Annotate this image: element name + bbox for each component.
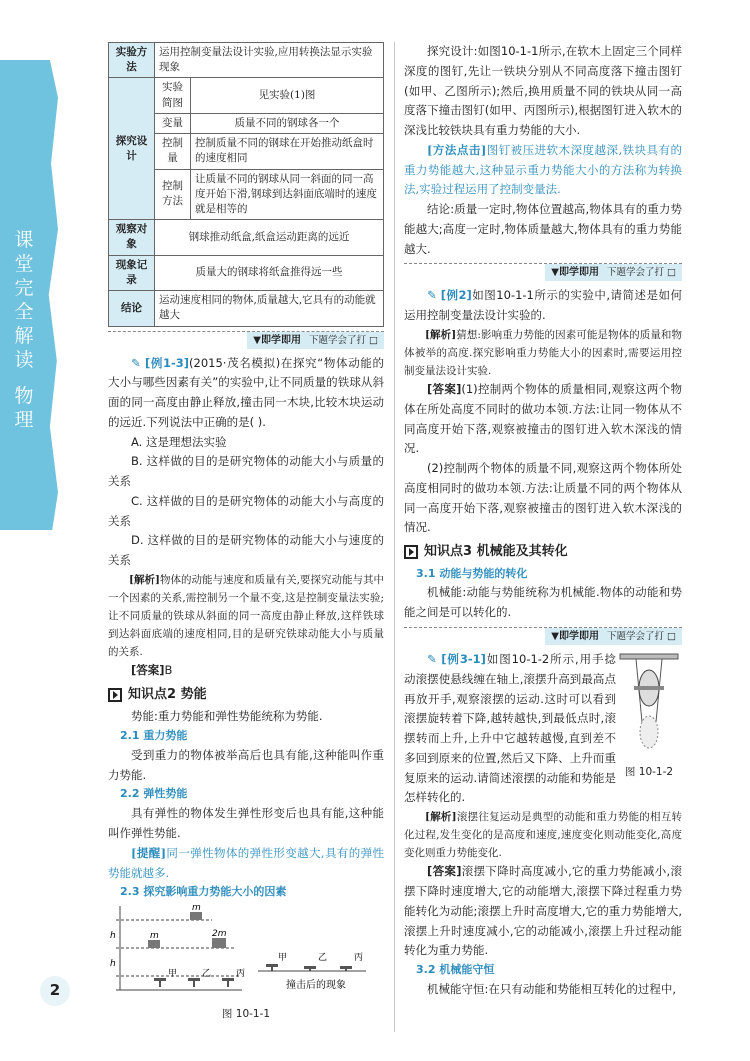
table-row — [109, 255, 384, 290]
table-row — [109, 78, 384, 113]
section-3-2-text: 机械能守恒:在只有动能和势能相互转化的过程中, — [427, 982, 677, 997]
maxwell-wheel-diagram — [616, 652, 682, 756]
option-d: D. 这样做的目的是研究物体的动能大小与速度的关系 — [108, 533, 384, 568]
figure-10-1-1 — [108, 902, 384, 1023]
section-3-1-text: 机械能:动能与势能统称为机械能.物体的动能和势能之间是可以转化的. — [404, 585, 682, 620]
table-label: 实验方法 — [109, 43, 155, 78]
play-icon — [404, 545, 418, 559]
sidebar — [0, 0, 64, 1061]
ex2-answer-1: [答案](1)控制两个物体的质量相同,观察这两个物体在所处高度不同时的做功本领.方法:让同一物体从不同高度开始下落,观察被撞击的图钉进入软木深浅的情况. — [404, 382, 682, 456]
knowledge-point-3-title: 知识点3 机械能及其转化 — [404, 541, 682, 563]
table-cell: 见实验(1)图 — [191, 78, 384, 113]
table-row — [109, 43, 384, 78]
experiment-table — [108, 42, 384, 327]
label-bing: 丙 — [236, 969, 246, 980]
option-b: B. 这样做的目的是研究物体的动能大小与质量的关系 — [108, 454, 384, 489]
label-h-lower: h — [110, 959, 116, 970]
option-c: C. 这样做的目的是研究物体的动能大小与高度的关系 — [108, 493, 384, 528]
example-1-3: ✎ [例1-3](2015·茂名模拟)在探究“物体动能的大小与哪些因素有关”的实验中,让不同质量的铁球从斜面的同一高度由静止释放,撞击同一木块,比较木块运动的远近.下列说法中正确的是( ). — [108, 355, 384, 429]
pencil-icon: ✎ — [427, 652, 437, 667]
example-2: ✎ [例2]如图10-1-1所示的实验中,请简述是如何运用控制变量法设计实验的. — [404, 288, 682, 323]
right-column — [404, 42, 682, 1000]
table-label: 现象记录 — [109, 255, 155, 290]
table-row — [109, 220, 384, 255]
table-cell: 钢球推动纸盒,纸盒运动距离的远近 — [155, 220, 384, 255]
table-cell: 运动速度相同的物体,质量越大,它具有的动能就越大 — [155, 291, 384, 326]
label-h-upper: h — [110, 931, 116, 942]
label-m: m — [150, 931, 159, 942]
table-label: 观察对象 — [109, 220, 155, 255]
label-bing-after: 丙 — [354, 953, 364, 964]
answer: [答案]B — [131, 663, 173, 678]
label-yi: 乙 — [202, 969, 212, 980]
method-tip: [方法点击]图钉被压进软木深度越深,铁块具有的重力势能越大,这种显示重力势能大小的方法称为转换法,实验过程运用了控制变量法. — [404, 142, 682, 197]
figure-10-1-2 — [616, 652, 682, 781]
table-sublabel: 实验简图 — [155, 78, 191, 113]
practice-checkbox-note[interactable]: 下题学会了打 □ — [309, 334, 378, 346]
table-sublabel: 变量 — [155, 113, 191, 133]
label-m-top: m — [192, 903, 201, 914]
figure-caption: 图 10-1-2 — [624, 765, 674, 778]
play-icon — [108, 688, 122, 702]
block-m-mid — [148, 940, 160, 948]
conclusion-text: 结论:质量一定时,物体位置越高,物体具有的重力势能越大;高度一定时,物体质量越大,物体具有的重力势能越大. — [404, 202, 682, 256]
after-impact-label: 撞击后的现象 — [286, 980, 346, 992]
left-column — [108, 42, 384, 1023]
section-2-2-text: 具有弹性的物体发生弹性形变后也具有能,这种能叫作弹性势能. — [108, 806, 384, 841]
practice-bar: ▼即学即用 下题学会了打 □ — [404, 263, 682, 281]
table-sublabel: 控制方法 — [155, 169, 191, 220]
section-2-1-title: 2.1 重力势能 — [120, 729, 188, 743]
practice-checkbox-note[interactable]: 下题学会了打 □ — [607, 631, 676, 643]
section-3-1-title: 3.1 动能与势能的转化 — [416, 566, 528, 580]
section-2-3-title: 2.3 探究影响重力势能大小的因素 — [120, 885, 287, 899]
page-number: 2 — [40, 976, 70, 1006]
sidebar-title: 课 堂 完 全 解 读 物 理 — [14, 229, 34, 431]
ex31-answer: [答案]滚摆下降时高度减小,它的重力势能减小,滚摆下降时速度增大,它的动能增大,滚摆下降过程重力势能转化为动能;滚摆上升时高度增大,它的重力势能增大,滚摆上升时速度减小,它的动能减小,滚摆上升过程动能转化为重力势能. — [404, 864, 682, 958]
label-yi-after: 乙 — [318, 953, 328, 964]
analysis: [解析]物体的动能与速度和质量有关,要探究动能与其中一个因素的关系,需控制另一个量不变,这是控制变量法实验;让不同质量的铁球从斜面的同一高度由静止释放,这样铁球到达斜面底端的速度相同,目的是研究铁球动能大小与质量的关系. — [108, 573, 384, 659]
practice-checkbox-note[interactable]: 下题学会了打 □ — [607, 267, 676, 279]
option-a: A. 这是理想法实验 — [131, 434, 227, 449]
ex2-analysis: [解析]猜想:影响重力势能的因素可能是物体的质量和物体被举的高度.探究影响重力势能大小的因素时,需要运用控制变量法设计实验. — [404, 328, 682, 378]
table-cell: 让质量不同的钢球从同一斜面的同一高度开始下滑,钢球到达斜面底端时的速度就是相等的 — [191, 169, 384, 220]
ex31-analysis: [解析]滚摆往复运动是典型的动能和重力势能的相互转化过程,发生变化的是高度和速度,速度变化则动能变化,高度变化则重力势能变化. — [404, 811, 683, 860]
section-3-2-title: 3.2 机械能守恒 — [416, 963, 495, 977]
table-label: 探究设计 — [109, 78, 155, 220]
label-jia-after: 甲 — [278, 953, 288, 964]
label-2m: 2m — [212, 929, 227, 940]
design-text: 探究设计:如图10-1-1所示,在软木上固定三个同样深度的图钉,先让一铁块分别从不同高度落下撞击图钉(如甲、乙图所示);然后,换用质量不同的铁块从同一高度落下撞击图钉(如甲、丙图所示),根据图钉进入软木的深浅比较铁块具有重力势能的大小. — [404, 44, 682, 138]
practice-bar: ▼即学即用 下题学会了打 □ — [108, 331, 384, 349]
ex2-answer-2: (2)控制两个物体的质量不同,观察这两个物体所处高度相同时的做功本领.方法:让质量不同的两个物体从同一高度开始下落,观察被撞击的图钉进入软木深浅的情况. — [404, 461, 682, 535]
table-sublabel: 控制量 — [155, 134, 191, 169]
pencil-icon: ✎ — [131, 355, 141, 370]
label-jia: 甲 — [168, 969, 178, 980]
pencil-icon: ✎ — [427, 288, 437, 303]
table-cell: 控制质量不同的钢球在开始推动纸盒时的速度相同 — [191, 134, 384, 169]
section-2-2-title: 2.2 弹性势能 — [120, 787, 188, 801]
knowledge-point-2-title: 知识点2 势能 — [108, 684, 384, 706]
tip: [提醒]同一弹性物体的弹性形变越大,具有的弹性势能就越多. — [108, 845, 385, 880]
block-2m — [212, 938, 226, 948]
kp2-intro: 势能:重力势能和弹性势能统称为势能. — [131, 709, 323, 724]
section-2-1-text: 受到重力的物体被举高后也具有能,这种能叫作重力势能. — [108, 747, 384, 782]
block-m-high — [190, 912, 202, 920]
experiment-diagram — [108, 902, 384, 998]
table-label: 结论 — [109, 291, 155, 326]
table-cell: 质量不同的钢球各一个 — [191, 113, 384, 133]
column-divider — [394, 42, 395, 1032]
practice-bar: ▼即学即用 下题学会了打 □ — [404, 627, 682, 645]
table-row — [109, 291, 384, 326]
table-cell: 运用控制变量法设计实验,应用转换法显示实验现象 — [155, 43, 384, 78]
example-3-1: ✎ [例3-1]如图10-1-2所示,用手捻动滚摆使悬线缠在轴上,滚摆升高到最高点再放开手,观察滚摆的运动.这时可以看到滚摆旋转着下降,越转越快,到最低点时,滚摆转而上升,上升中它越转越慢,直到差不多回到原来的位置,然后又下降、上升而重复原来的运动.请简述滚摆的动能和势能是怎样转化的. 图 10-1-2 — [404, 650, 682, 808]
figure-caption: 图 10-1-1 — [221, 1008, 271, 1021]
table-cell: 质量大的钢球将纸盒推得远一些 — [155, 255, 384, 290]
